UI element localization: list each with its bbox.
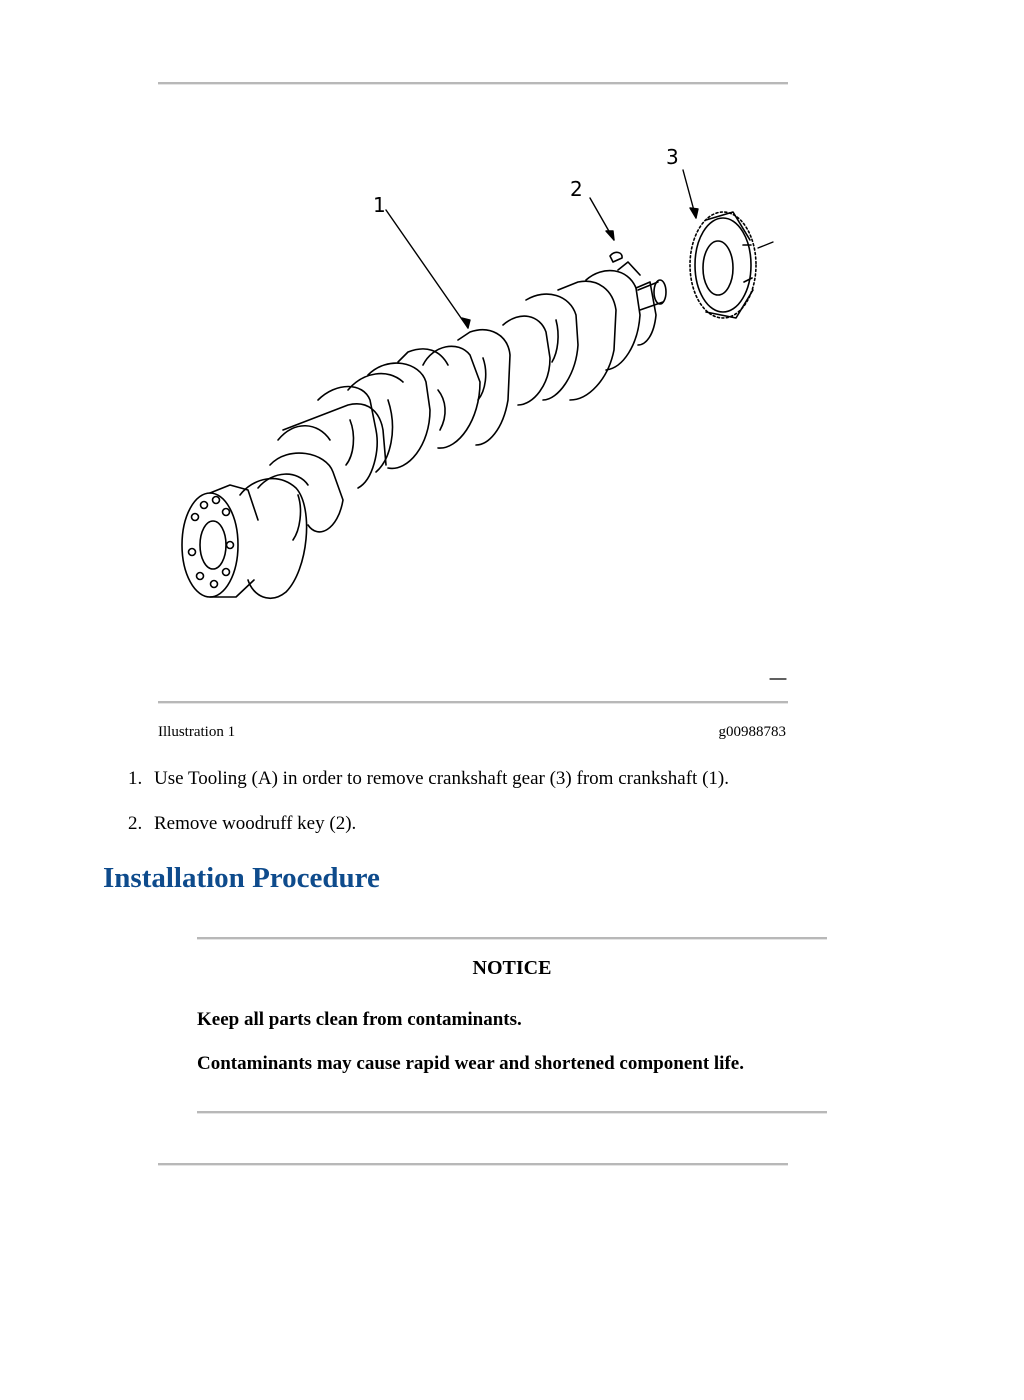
top-divider bbox=[158, 82, 788, 85]
crankshaft-body bbox=[240, 262, 656, 598]
crankshaft-flange bbox=[182, 485, 258, 597]
callout-leaders bbox=[386, 170, 698, 328]
woodruff-key bbox=[610, 252, 622, 262]
notice-bottom-divider bbox=[197, 1111, 827, 1114]
crankshaft-gear bbox=[690, 212, 756, 318]
illustration-divider bbox=[158, 701, 788, 704]
callout-1: 1 bbox=[373, 193, 386, 217]
crankshaft-illustration bbox=[158, 100, 788, 695]
section-heading: Installation Procedure bbox=[103, 862, 380, 894]
notice-line-1: Keep all parts clean from contaminants. bbox=[197, 1009, 522, 1030]
step-2 bbox=[128, 813, 356, 835]
step-number: 2. bbox=[128, 813, 143, 834]
notice-line-2: Contaminants may cause rapid wear and shortened component life. bbox=[197, 1053, 744, 1074]
step-1 bbox=[128, 768, 729, 790]
illustration-caption-label: Illustration 1 bbox=[158, 724, 236, 740]
step-text: Use Tooling (A) in order to remove crankshaft gear (3) from crankshaft (1). bbox=[154, 768, 729, 789]
illustration-caption-id: g00988783 bbox=[718, 724, 786, 740]
notice-title: NOTICE bbox=[472, 957, 552, 979]
callout-3: 3 bbox=[666, 145, 679, 169]
notice-top-divider bbox=[197, 937, 827, 940]
step-number: 1. bbox=[128, 768, 143, 789]
shaft-extension-line bbox=[758, 242, 773, 248]
callout-2: 2 bbox=[570, 177, 583, 201]
step-text: Remove woodruff key (2). bbox=[154, 813, 357, 834]
bottom-divider bbox=[158, 1163, 788, 1166]
